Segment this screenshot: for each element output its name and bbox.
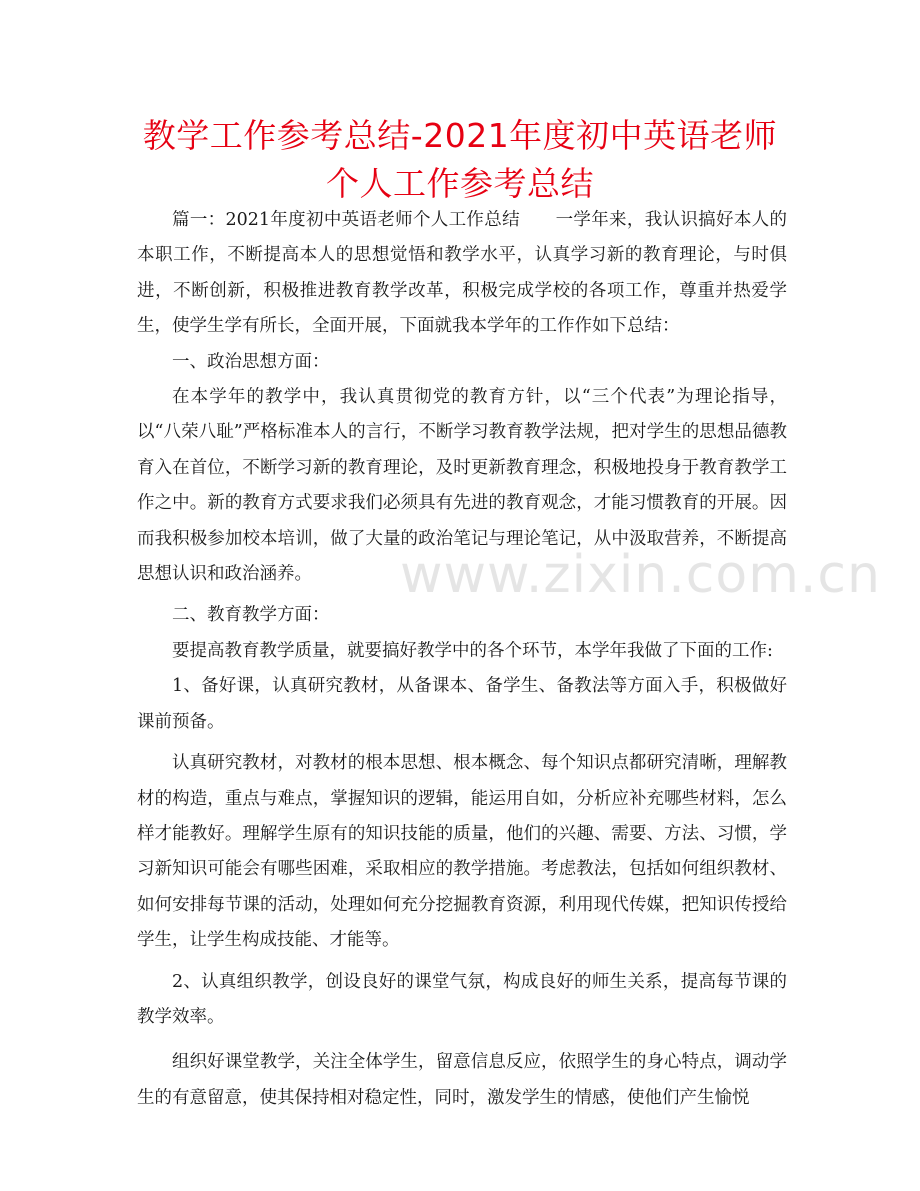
document-title: 教学工作参考总结-2021年度初中英语老师个人工作参考总结 bbox=[142, 116, 778, 203]
paragraph-item-1-detail: 认真研究教材，对教材的根本思想、根本概念、每个知识点都研究清晰，理解教材的构造，重点与难点，掌握知识的逻辑，能运用自如，分析应补充哪些材料，怎么样才能教好。理解学生原有的知识技能的质量，他们的兴趣、需要、方法、习惯，学习新知识可能会有哪些困难，采取相应的教学措施。考虑教法，包括如何组织教材、如何安排每节课的活动，处理如何充分挖掘教育资源，利用现代传媒，把知识传授给学生，让学生构成技能、才能等。 bbox=[137, 753, 787, 951]
paragraph-teaching-intro: 要提高教育教学质量，就要搞好教学中的各个环节，本学年我做了下面的工作: bbox=[172, 640, 773, 661]
watermark-text: www.zixin.com.cn bbox=[400, 545, 881, 605]
paragraph-political: 在本学年的教学中，我认真贯彻党的教育方针，以“三个代表”为理论指导，以“八荣八耻”严格标准本人的言行，不断学习教育教学法规，把对学生的思想品德教育入在首位，不断学习新的教育理论，及时更新教育理念，积极地投身于教育教学工作之中。新的教育方式要求我们必须具有先进的教育观念，才能习惯教育的开展。因而我积极参加校本培训，做了大量的政治笔记与理论笔记，从中汲取营养，不断提高思想认识和政治涵养。 bbox=[137, 387, 787, 585]
paragraph-item-2-detail: 组织好课堂教学，关注全体学生，留意信息反应，依照学生的身心特点，调动学生的有意留意，使其保持相对稳定性，同时，激发学生的情感，使他们产生愉悦 bbox=[137, 1052, 787, 1108]
paragraph-item-2: 2、认真组织教学，创设良好的课堂气氛，构成良好的师生关系，提高每节课的教学效率。 bbox=[137, 971, 787, 1027]
heading-teaching: 二、教育教学方面： bbox=[172, 605, 330, 626]
heading-political: 一、政治思想方面： bbox=[172, 351, 330, 372]
document-body bbox=[137, 203, 881, 1116]
paragraph-item-1: 1、备好课，认真研究教材，从备课本、备学生、备教法等方面入手，积极做好课前预备。 bbox=[137, 676, 787, 732]
paragraph-intro: 篇一：2021年度初中英语老师个人工作总结 一学年来，我认识搞好本人的本职工作，不断提高本人的思想觉悟和教学水平，认真学习新的教育理论，与时俱进，不断创新，积极推进教育教学改革，积极完成学校的各项工作，尊重并热爱学生，使学生学有所长，全面开展，下面就我本学年的工作作如下总结： bbox=[137, 210, 787, 337]
